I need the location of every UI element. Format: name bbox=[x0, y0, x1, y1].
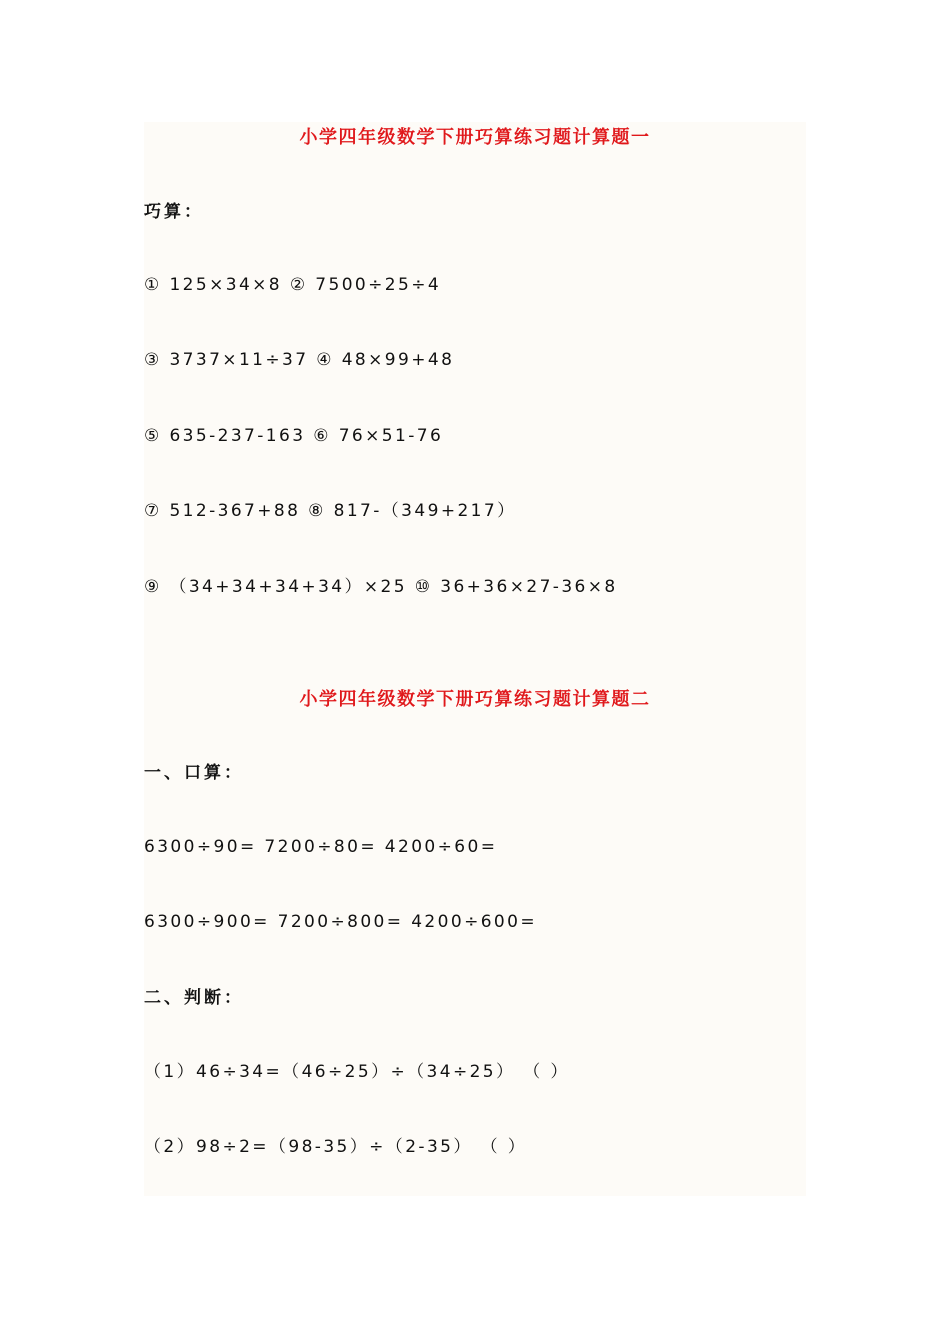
problem-row-4: ⑦ 512-367+88 ⑧ 817-（349+217） bbox=[144, 501, 517, 521]
oral-calc-row-2: 6300÷900= 7200÷800= 4200÷600= bbox=[144, 912, 538, 932]
section-1-title: 小学四年级数学下册巧算练习题计算题一 bbox=[299, 127, 651, 148]
judge-row-1: （1）46÷34=（46÷25）÷（34÷25） （ ） bbox=[144, 1062, 570, 1082]
judge-heading: 二、判断： bbox=[144, 988, 244, 1008]
section-2-title: 小学四年级数学下册巧算练习题计算题二 bbox=[299, 689, 651, 710]
problem-row-3: ⑤ 635-237-163 ⑥ 76×51-76 bbox=[144, 426, 444, 446]
problem-row-1: ① 125×34×8 ② 7500÷25÷4 bbox=[144, 275, 442, 295]
oral-calc-row-1: 6300÷90= 7200÷80= 4200÷60= bbox=[144, 837, 498, 857]
oral-calc-heading: 一、口算： bbox=[144, 763, 244, 783]
judge-row-2: （2）98÷2=（98-35）÷（2-35） （ ） bbox=[144, 1137, 528, 1157]
problem-row-5: ⑨ （34+34+34+34）×25 ⑩ 36+36×27-36×8 bbox=[144, 577, 618, 597]
section-1-heading: 巧算： bbox=[144, 202, 204, 222]
problem-row-2: ③ 3737×11÷37 ④ 48×99+48 bbox=[144, 350, 455, 370]
